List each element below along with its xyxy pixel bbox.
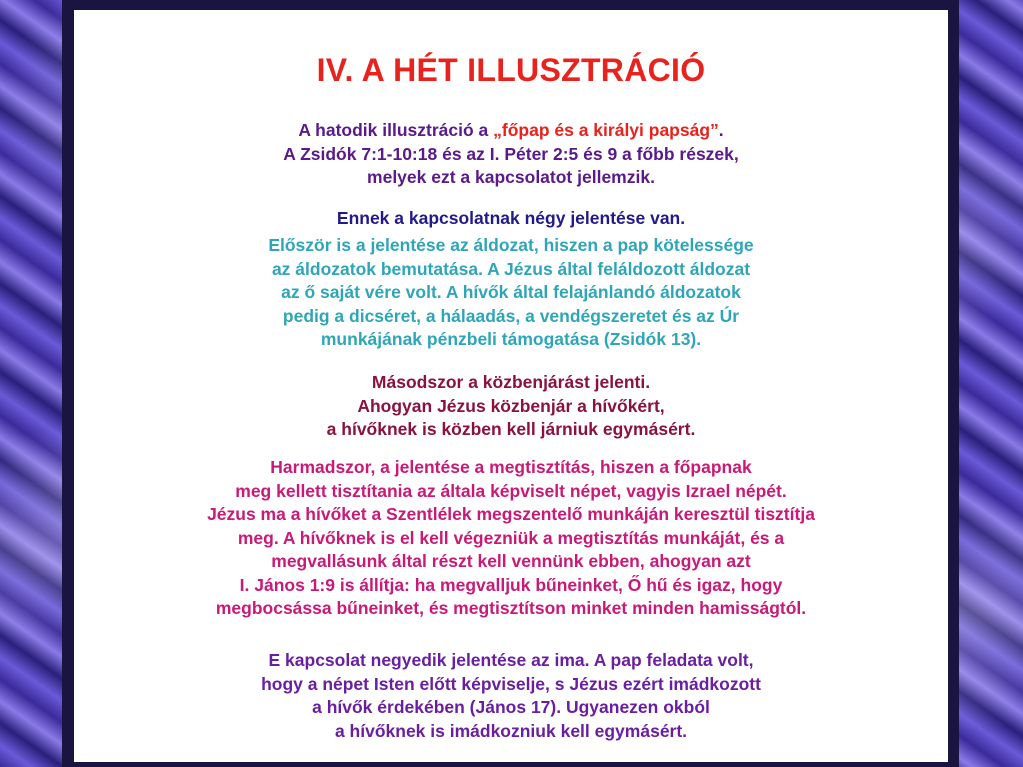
third-line: meg kellett tisztítania az általa képviselt népet, vagyis Izrael népét. xyxy=(235,480,787,501)
intro-line-1 xyxy=(74,119,948,143)
second-line: Ahogyan Jézus közbenjár a hívőkért, xyxy=(357,395,665,416)
fourth-line: a hívőknek is imádkozniuk kell egymásért. xyxy=(334,720,688,741)
slide-panel xyxy=(74,10,948,762)
third-line: Jézus ma a hívőket a Szentlélek megszentelő munkáján keresztül tisztítja xyxy=(207,504,815,524)
second-line: Másodszor a közbenjárást jelenti. xyxy=(371,372,651,392)
third-line: Harmadszor, a jelentése a megtisztítás, hiszen a főpapnak xyxy=(270,457,752,477)
intro-line-3: melyek ezt a kapcsolatot jellemzik. xyxy=(367,167,655,187)
third-line: meg. A hívőknek is el kell végezniük a megtisztítás munkáját, és a xyxy=(237,527,785,548)
intro-paragraph xyxy=(74,119,948,190)
third-meaning-paragraph xyxy=(74,456,948,621)
third-line: I. János 1:9 is állítja: ha megvalljuk bűneinket, Ő hű és igaz, hogy xyxy=(239,574,783,595)
first-meaning-paragraph xyxy=(74,234,948,352)
first-line: munkájának pénzbeli támogatása (Zsidók 13). xyxy=(320,329,702,349)
third-line: megvallásunk által részt kell vennünk ebben, ahogyan azt xyxy=(271,551,751,571)
first-line: az áldozatok bemutatása. A Jézus által feláldozott áldozat xyxy=(271,258,751,279)
third-line: megbocsássa bűneinket, és megtisztítson minket minden hamisságtól. xyxy=(215,598,807,618)
fourth-line: E kapcsolat negyedik jelentése az ima. A pap feladata volt, xyxy=(268,650,754,670)
first-line: pedig a dicséret, a hálaadás, a vendégszeretet és az Úr xyxy=(282,305,740,326)
intro-highlight: „főpap és a királyi papság” xyxy=(493,120,719,140)
fourth-line: hogy a népet Isten előtt képviselje, s Jézus ezért imádkozott xyxy=(261,673,761,694)
first-line: Először is a jelentése az áldozat, hiszen a pap kötelessége xyxy=(268,235,754,255)
fourth-line: a hívők érdekében (János 17). Ugyanezen okból xyxy=(312,697,710,717)
fourth-meaning-paragraph xyxy=(74,649,948,743)
intro-line-1-prefix: A hatodik illusztráció a xyxy=(298,120,494,140)
summary-line: Ennek a kapcsolatnak négy jelentése van. xyxy=(336,208,686,228)
first-line: az ő saját vére volt. A hívők által felajánlandó áldozatok xyxy=(281,282,741,302)
second-line: a hívőknek is közben kell járniuk egymásért. xyxy=(326,419,696,439)
second-meaning-paragraph xyxy=(74,371,948,442)
intro-line-2: A Zsidók 7:1-10:18 és az I. Péter 2:5 és 9 a főbb részek, xyxy=(283,143,739,164)
intro-line-1-suffix: . xyxy=(718,120,724,140)
slide-title: IV. A HÉT ILLUSZTRÁCIÓ xyxy=(316,52,706,88)
summary-paragraph xyxy=(74,207,948,231)
